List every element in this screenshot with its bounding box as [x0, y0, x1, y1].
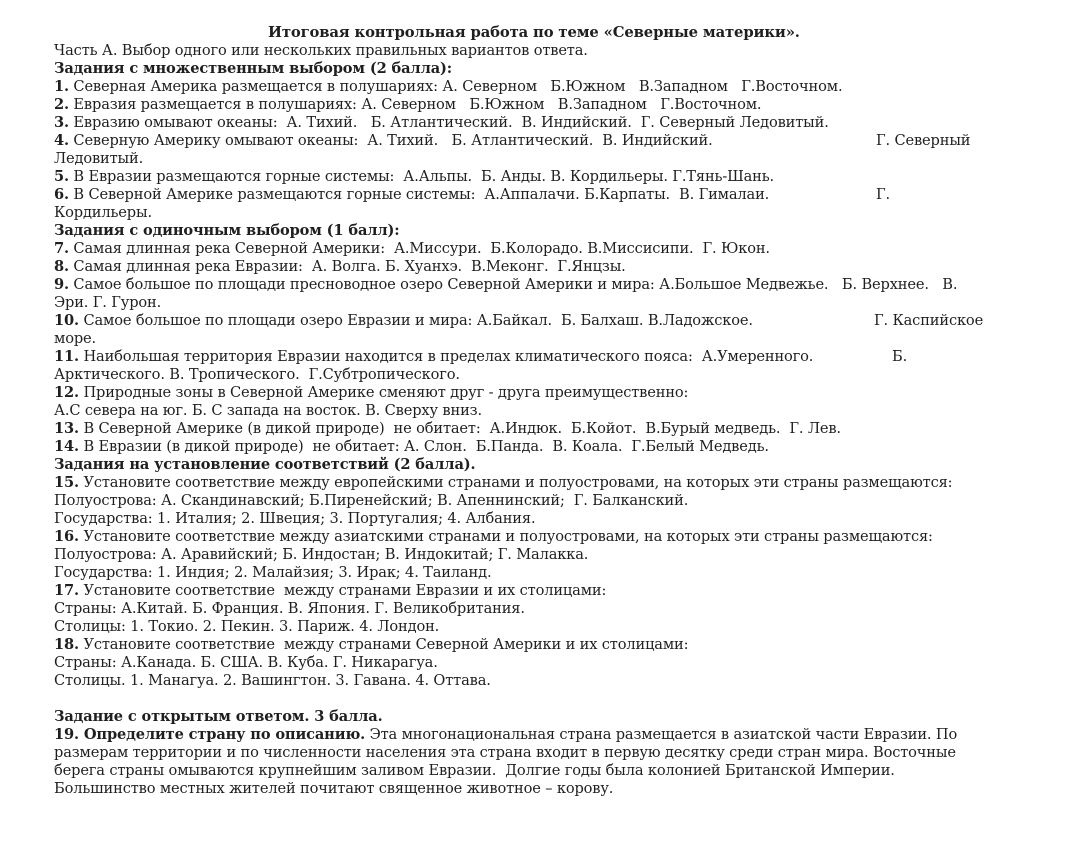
question-17-capitals: Столицы: 1. Токио. 2. Пекин. 3. Париж. 4. Лондон.	[54, 618, 440, 635]
section-heading-multiple-choice: Задания с множественным выбором (2 балла):	[54, 60, 453, 77]
question-5: 5. В Евразии размещаются горные системы: А.Альпы. Б. Анды. В. Кордильеры. Г.Тянь-Шань.	[54, 168, 775, 185]
question-11-tail: Б.	[892, 348, 908, 365]
question-6: 6. В Северной Америке размещаются горные системы: А.Аппалачи. Б.Карпаты. В. Гималаи.	[54, 186, 770, 203]
question-12-continued: А.С севера на юг. Б. С запада на восток. В. Сверху вниз.	[54, 402, 482, 419]
section-heading-single-choice: Задания с одиночным выбором (1 балл):	[54, 222, 400, 239]
question-19: 19. Определите страну по описанию. Эта многонациональная страна размещается в азиатской части Евразии. По	[54, 726, 958, 743]
question-17: 17. Установите соответствие между странами Евразии и их столицами:	[54, 582, 607, 599]
question-16-states: Государства: 1. Индия; 2. Малайзия; 3. Ирак; 4. Таиланд.	[54, 564, 492, 581]
question-10: 10. Самое большое по площади озеро Евразии и мира: А.Байкал. Б. Балхаш. В.Ладожское.	[54, 312, 753, 329]
question-19-line-4: Большинство местных жителей почитают священное животное – корову.	[54, 780, 614, 797]
question-10-continued: море.	[54, 330, 97, 347]
part-a-intro: Часть А. Выбор одного или нескольких правильных вариантов ответа.	[54, 42, 588, 59]
question-11: 11. Наибольшая территория Евразии находится в пределах климатического пояса: А.Умеренного.	[54, 348, 814, 365]
question-18-countries: Страны: А.Канада. Б. США. В. Куба. Г. Никарагуа.	[54, 654, 438, 671]
question-4-continued: Ледовитый.	[54, 150, 144, 167]
question-15-states: Государства: 1. Италия; 2. Швеция; 3. Португалия; 4. Албания.	[54, 510, 536, 527]
question-8: 8. Самая длинная река Евразии: А. Волга. Б. Хуанхэ. В.Меконг. Г.Янцзы.	[54, 258, 626, 275]
question-6-tail: Г.	[876, 186, 891, 203]
question-9: 9. Самое большое по площади пресноводное озеро Северной Америки и мира: А.Большое Медвежье. Б. Верхнее. В.	[54, 276, 958, 293]
question-9-continued: Эри. Г. Гурон.	[54, 294, 162, 311]
question-11-continued: Арктического. В. Тропического. Г.Субтропического.	[54, 366, 460, 383]
question-15-peninsulas: Полуострова: А. Скандинавский; Б.Пиренейский; В. Апеннинский; Г. Балканский.	[54, 492, 689, 509]
question-19-line-3: берега страны омываются крупнейшим заливом Евразии. Долгие годы была колонией Британской Империи.	[54, 762, 895, 779]
question-1: 1. Северная Америка размещается в полушариях: А. Северном Б.Южном В.Западном Г.Восточном.	[54, 78, 843, 95]
section-heading-matching: Задания на установление соответствий (2 балла).	[54, 456, 476, 473]
question-13: 13. В Северной Америке (в дикой природе) не обитает: А.Индюк. Б.Койот. В.Бурый медведь. Г. Лев.	[54, 420, 841, 437]
question-7: 7. Самая длинная река Северной Америки: А.Миссури. Б.Колорадо. В.Миссисипи. Г. Юкон.	[54, 240, 770, 257]
document-title: Итоговая контрольная работа по теме «Северные материки».	[268, 24, 800, 41]
question-15: 15. Установите соответствие между европейскими странами и полуостровами, на которых эти страны размещаются:	[54, 474, 953, 491]
question-18: 18. Установите соответствие между странами Северной Америки и их столицами:	[54, 636, 689, 653]
question-19-line-2: размерам территории и по численности населения эта страна входит в первую десятку среди стран мира. Восточные	[54, 744, 956, 761]
question-16-peninsulas: Полуострова: А. Аравийский; Б. Индостан; В. Индокитай; Г. Малакка.	[54, 546, 589, 563]
question-16: 16. Установите соответствие между азиатскими странами и полуостровами, на которых эти страны размещаются:	[54, 528, 933, 545]
question-12: 12. Природные зоны в Северной Америке сменяют друг - друга преимущественно:	[54, 384, 689, 401]
question-2: 2. Евразия размещается в полушариях: А. Северном Б.Южном В.Западном Г.Восточном.	[54, 96, 762, 113]
question-17-countries: Страны: А.Китай. Б. Франция. В. Япония. Г. Великобритания.	[54, 600, 525, 617]
question-3: 3. Евразию омывают океаны: А. Тихий. Б. Атлантический. В. Индийский. Г. Северный Ледовитый.	[54, 114, 829, 131]
question-18-capitals: Столицы. 1. Манагуа. 2. Вашингтон. 3. Гавана. 4. Оттава.	[54, 672, 491, 689]
question-4-tail: Г. Северный	[876, 132, 971, 149]
question-6-continued: Кордильеры.	[54, 204, 152, 221]
question-10-tail: Г. Каспийское	[874, 312, 984, 329]
section-heading-open-answer: Задание с открытым ответом. 3 балла.	[54, 708, 383, 725]
question-14: 14. В Евразии (в дикой природе) не обитает: А. Слон. Б.Панда. В. Коала. Г.Белый Медведь.	[54, 438, 769, 455]
question-4: 4. Северную Америку омывают океаны: А. Тихий. Б. Атлантический. В. Индийский.	[54, 132, 713, 149]
